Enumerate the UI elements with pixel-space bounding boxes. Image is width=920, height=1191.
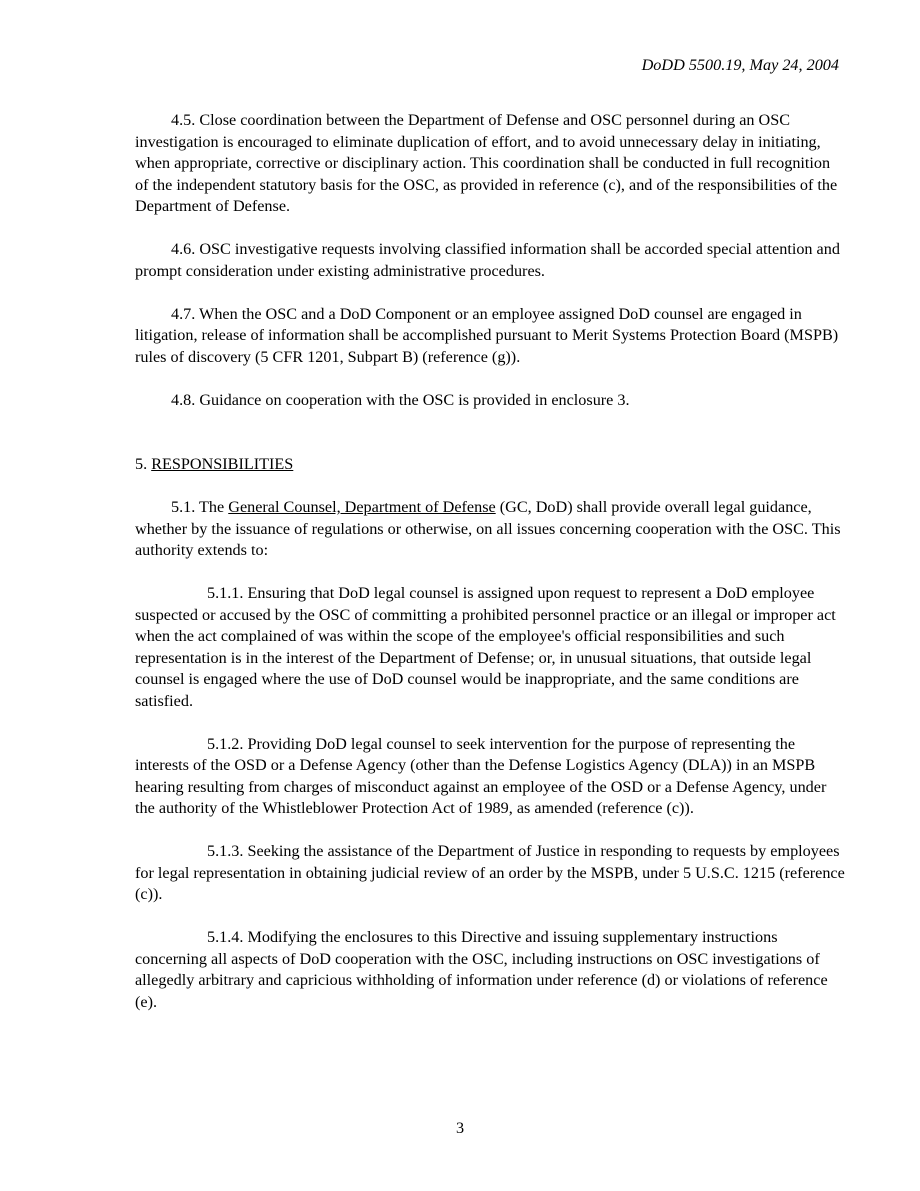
paragraph-5-1-rest: (GC, DoD) shall provide overall legal guidance, whether by the issuance of regulations or otherwise, on all issues concerning cooperation with the OSC. This authority extends to: [135,498,841,559]
section-5-heading [135,454,847,476]
paragraph-5-1-3: 5.1.3. Seeking the assistance of the Department of Justice in responding to requests by employees for legal representation in obtaining judicial review of an order by the MSPB, under 5 U.S.C. 1215 (reference (c)). [135,842,845,903]
paragraph-4-8: 4.8. Guidance on cooperation with the OSC is provided in enclosure 3. [171,390,630,409]
paragraph-4-5: 4.5. Close coordination between the Department of Defense and OSC personnel during an OSC investigation is encouraged to eliminate duplication of effort, and to avoid unnecessary delay in initiating, when appropriate, corrective or disciplinary action. This coordination shall be conducted in full recognition of the independent statutory basis for the OSC, as provided in reference (c), and of the responsibilities of the Department of Defense. [135,111,838,215]
paragraph-4-7: 4.7. When the OSC and a DoD Component or an employee assigned DoD counsel are engaged in litigation, release of information shall be accomplished pursuant to Merit Systems Protection Board (MSPB) rules of discovery (5 CFR 1201, Subpart B) (reference (g)). [135,304,839,366]
page-body [135,110,847,1035]
document-header: DoDD 5500.19, May 24, 2004 [641,56,839,74]
paragraph-5-1-4: 5.1.4. Modifying the enclosures to this Directive and issuing supplementary instructions concerning all aspects of DoD cooperation with the OSC, including instructions on OSC investigations of allegedly arbitrary and capricious withholding of information under reference (d) or violations of reference (e). [135,928,828,1011]
paragraph-5-1-1: 5.1.1. Ensuring that DoD legal counsel is assigned upon request to represent a DoD employee suspected or accused by the OSC of committing a prohibited personnel practice or an illegal or improper act when the act complained of was within the scope of the employee's official responsibilities and such representation is in the interest of the Department of Defense; or, in unusual situations, that outside legal counsel is engaged where the use of DoD counsel would be inappropriate, and the same conditions are satisfied. [135,584,836,710]
paragraph-5-1-2: 5.1.2. Providing DoD legal counsel to seek intervention for the purpose of representing the interests of the OSD or a Defense Agency (other than the Defense Logistics Agency (DLA)) in an MSPB hearing resulting from charges of misconduct against an employee of the OSD or a Defense Agency, under the authority of the Whistleblower Protection Act of 1989, as amended (reference (c)). [135,734,827,817]
paragraph-5-1-prefix: 5.1. The [171,498,229,516]
page-number: 3 [455,1119,465,1137]
paragraph-5-1 [135,497,847,562]
paragraph-4-6: 4.6. OSC investigative requests involving classified information shall be accorded special attention and prompt consideration under existing administrative procedures. [135,240,840,280]
section-5-number: 5. [135,455,152,473]
section-5-title: RESPONSIBILITIES [151,455,294,473]
general-counsel-term: General Counsel, Department of Defense [228,498,496,516]
